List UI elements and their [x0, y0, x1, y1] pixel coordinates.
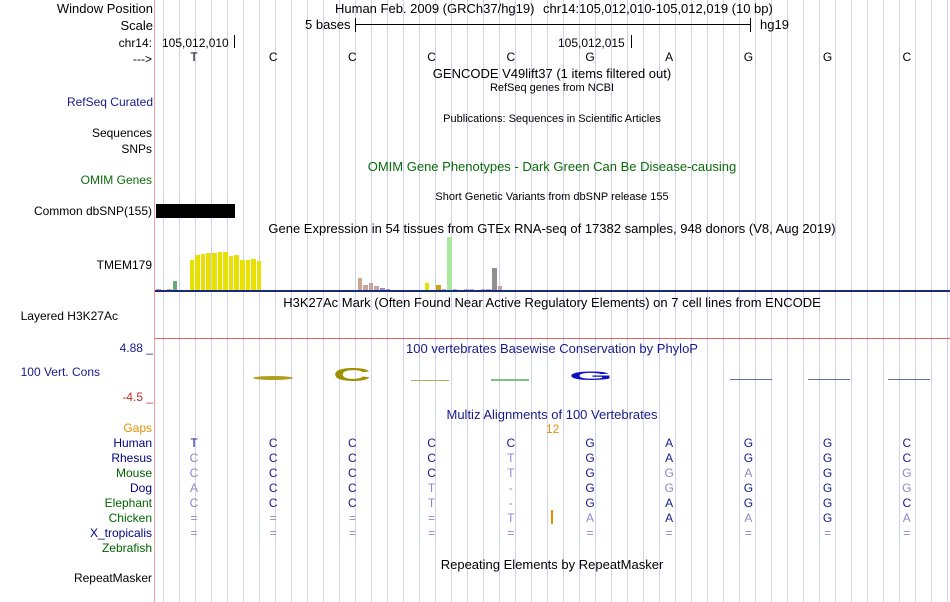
- aligned-base: C: [189, 466, 199, 480]
- grid-line: [163, 0, 164, 602]
- aligned-base: C: [427, 436, 436, 450]
- aligned-base: C: [348, 496, 357, 510]
- gtex-tissue-bar[interactable]: [492, 268, 497, 291]
- reference-base: C: [348, 50, 357, 64]
- gap-marker: [551, 510, 553, 524]
- grid-line: [243, 0, 244, 602]
- gtex-tissue-bar[interactable]: [223, 252, 228, 291]
- aligned-base: G: [743, 451, 754, 465]
- ruler-position-1: 105,012,010: [162, 36, 229, 50]
- aligned-base: G: [585, 466, 595, 480]
- species-label[interactable]: Zebrafish: [101, 541, 152, 555]
- grid-line: [947, 0, 948, 602]
- aligned-base: C: [268, 466, 278, 480]
- grid-line: [227, 0, 228, 602]
- h3k27ac-title: H3K27Ac Mark (Often Found Near Active Regulatory Elements) on 7 cell lines from ENCODE: [283, 295, 821, 310]
- scale-bar-right-tick: [750, 18, 751, 32]
- aligned-base: G: [822, 481, 833, 495]
- omim-title: OMIM Gene Phenotypes - Dark Green Can Be Disease-causing: [367, 159, 737, 174]
- aligned-base: C: [902, 496, 912, 510]
- scale-bar-left-tick: [355, 18, 356, 32]
- aligned-base: A: [665, 496, 674, 510]
- gtex-tissue-bar[interactable]: [206, 253, 211, 291]
- publications-title: Publications: Sequences in Scientific Articles: [443, 113, 661, 125]
- aligned-base: =: [269, 526, 277, 540]
- aligned-base: =: [507, 526, 515, 540]
- reference-base: T: [190, 50, 198, 64]
- grid-line: [211, 0, 212, 602]
- species-label[interactable]: Elephant: [104, 496, 152, 510]
- gtex-tissue-bar[interactable]: [229, 256, 234, 291]
- cons-max-label: 4.88 _: [119, 341, 153, 355]
- species-label[interactable]: Rhesus: [111, 451, 152, 465]
- aligned-base: G: [822, 451, 833, 465]
- reference-base: C: [506, 50, 516, 64]
- aligned-base: T: [507, 511, 515, 525]
- aligned-base: G: [664, 481, 674, 495]
- aligned-base: G: [743, 481, 754, 495]
- scale-db: hg19: [760, 17, 789, 32]
- aligned-base: C: [268, 496, 278, 510]
- reference-base: A: [665, 50, 674, 64]
- aligned-base: =: [428, 511, 436, 525]
- track-label-cons[interactable]: 100 Vert. Cons: [20, 365, 100, 379]
- species-label[interactable]: X_tropicalis: [89, 526, 152, 540]
- cons-glyph-t: [253, 376, 293, 380]
- aligned-base: A: [744, 466, 753, 480]
- aligned-base: C: [268, 481, 278, 495]
- grid-line: [179, 0, 180, 602]
- aligned-base: G: [822, 511, 833, 525]
- gtex-tissue-bar[interactable]: [246, 260, 251, 291]
- aligned-base: =: [903, 526, 911, 540]
- reference-base: C: [902, 50, 912, 64]
- aligned-base: =: [665, 526, 673, 540]
- track-label-column: [0, 0, 155, 602]
- track-label-omim[interactable]: OMIM Genes: [80, 173, 152, 187]
- track-label-dbsnp[interactable]: Common dbSNP(155): [33, 204, 152, 218]
- aligned-base: =: [824, 526, 832, 540]
- scale-text: 5 bases: [305, 17, 351, 32]
- aligned-base: G: [585, 436, 595, 450]
- ruler-position-2: 105,012,015: [558, 36, 625, 50]
- dbsnp-title: Short Genetic Variants from dbSNP release 155: [435, 191, 669, 203]
- gencode-title: GENCODE V49lift37 (1 items filtered out): [432, 66, 672, 81]
- track-label-refseq[interactable]: RefSeq Curated: [66, 95, 153, 109]
- aligned-base: T: [427, 496, 436, 510]
- aligned-base: C: [506, 436, 516, 450]
- track-label-sequences[interactable]: Sequences: [91, 126, 152, 140]
- grid-line: [259, 0, 260, 602]
- dbsnp-feature[interactable]: [156, 204, 235, 218]
- aligned-base: =: [586, 526, 594, 540]
- cons-glyph-4: [491, 379, 529, 381]
- gtex-tissue-bar[interactable]: [240, 260, 245, 291]
- multiz-title: Multiz Alignments of 100 Vertebrates: [446, 407, 658, 422]
- aligned-base: A: [744, 511, 753, 525]
- aligned-base: C: [268, 436, 278, 450]
- aligned-base: G: [664, 466, 674, 480]
- gtex-title: Gene Expression in 54 tissues from GTEx RNA-seq of 17382 samples, 948 donors (V8, Aug 2019): [268, 221, 836, 236]
- aligned-base: =: [348, 526, 356, 540]
- aligned-base: -: [508, 481, 513, 495]
- ruler-tick-1: [234, 35, 235, 48]
- cons-glyph-9: [808, 379, 850, 380]
- aligned-base: G: [585, 451, 595, 465]
- gtex-tissue-bar[interactable]: [257, 261, 262, 291]
- grid-line: [867, 0, 868, 602]
- repeatmasker-title: Repeating Elements by RepeatMasker: [440, 557, 664, 572]
- aligned-base: C: [427, 451, 436, 465]
- aligned-base: C: [348, 466, 357, 480]
- track-label-h3k27ac[interactable]: Layered H3K27Ac: [20, 309, 118, 323]
- aligned-base: A: [665, 451, 674, 465]
- cons-glyph-8: [730, 379, 772, 380]
- scale-label: Scale: [120, 18, 153, 33]
- aligned-base: =: [744, 526, 752, 540]
- aligned-base: C: [348, 436, 357, 450]
- aligned-base: G: [822, 436, 833, 450]
- chrom-label: chr14:: [118, 36, 152, 50]
- aligned-base: A: [585, 511, 594, 525]
- aligned-base: =: [348, 511, 356, 525]
- aligned-base: C: [189, 451, 199, 465]
- grid-line: [883, 0, 884, 602]
- h3k27ac-baseline: [155, 290, 950, 292]
- aligned-base: =: [269, 511, 277, 525]
- reference-base: C: [268, 50, 278, 64]
- aligned-base: G: [743, 496, 754, 510]
- gtex-tissue-bar[interactable]: [358, 278, 363, 292]
- aligned-base: C: [348, 481, 357, 495]
- assembly-title: Human Feb. 2009 (GRCh37/hg19): [335, 1, 535, 16]
- track-label-repeatmasker[interactable]: RepeatMasker: [73, 571, 152, 585]
- track-label-snps[interactable]: SNPs: [121, 142, 152, 156]
- aligned-base: G: [822, 466, 833, 480]
- species-label[interactable]: Mouse: [115, 466, 152, 480]
- cons-min-label: -4.5 _: [122, 390, 153, 404]
- reference-base: C: [427, 50, 436, 64]
- gtex-tissue-bar[interactable]: [201, 254, 206, 291]
- reference-base: G: [585, 50, 595, 64]
- aligned-base: A: [189, 481, 198, 495]
- gaps-label: Gaps: [123, 421, 152, 435]
- reference-base: G: [822, 50, 833, 64]
- cons-title: 100 vertebrates Basewise Conservation by PhyloP: [406, 341, 698, 356]
- aligned-base: C: [268, 451, 278, 465]
- refseq-subtitle: RefSeq genes from NCBI: [489, 82, 615, 94]
- aligned-base: T: [507, 451, 515, 465]
- gaps-value: 12: [546, 422, 560, 436]
- aligned-base: G: [585, 481, 595, 495]
- scale-bar: [355, 24, 751, 25]
- ruler-tick-2: [631, 35, 632, 48]
- aligned-base: A: [665, 511, 674, 525]
- aligned-base: C: [902, 451, 912, 465]
- gtex-tissue-bar[interactable]: [251, 259, 256, 291]
- track-label-gtex[interactable]: TMEM179: [96, 258, 152, 272]
- grid-line: [851, 0, 852, 602]
- aligned-base: G: [822, 496, 833, 510]
- gtex-tissue-bar[interactable]: [190, 260, 195, 291]
- aligned-base: G: [902, 481, 912, 495]
- gtex-tissue-bar[interactable]: [212, 253, 217, 291]
- cons-glyph-10: [888, 379, 930, 380]
- cons-glyph-3: [411, 380, 449, 381]
- species-label[interactable]: Dog: [129, 481, 152, 495]
- aligned-base: =: [190, 511, 198, 525]
- aligned-base: T: [507, 466, 515, 480]
- aligned-base: C: [189, 496, 199, 510]
- gtex-bar-chart[interactable]: [155, 236, 950, 291]
- gtex-tissue-bar[interactable]: [195, 255, 200, 291]
- species-label[interactable]: Chicken: [108, 511, 152, 525]
- gtex-tissue-bar[interactable]: [447, 237, 452, 291]
- strand-label: --->: [133, 52, 152, 66]
- gtex-tissue-bar[interactable]: [218, 252, 223, 291]
- aligned-base: G: [902, 466, 912, 480]
- cons-top-line: [155, 338, 950, 339]
- cons-glyph-g: G: [569, 369, 613, 383]
- aligned-base: C: [348, 451, 357, 465]
- aligned-base: G: [585, 496, 595, 510]
- aligned-base: A: [665, 436, 674, 450]
- grid-line: [931, 0, 932, 602]
- aligned-base: -: [508, 496, 513, 510]
- window-position-label: Window Position: [56, 1, 153, 16]
- aligned-base: C: [427, 466, 436, 480]
- aligned-base: T: [190, 436, 198, 450]
- species-label[interactable]: Human: [113, 436, 152, 450]
- aligned-base: G: [743, 436, 754, 450]
- aligned-base: =: [428, 526, 436, 540]
- aligned-base: =: [190, 526, 198, 540]
- reference-base: G: [743, 50, 754, 64]
- aligned-base: A: [902, 511, 911, 525]
- gtex-tissue-bar[interactable]: [234, 255, 239, 291]
- position-text[interactable]: chr14:105,012,010-105,012,019 (10 bp): [543, 1, 773, 16]
- aligned-base: T: [427, 481, 436, 495]
- cons-glyph-c: C: [333, 365, 371, 385]
- conservation-logo[interactable]: [155, 360, 950, 390]
- aligned-base: C: [902, 436, 912, 450]
